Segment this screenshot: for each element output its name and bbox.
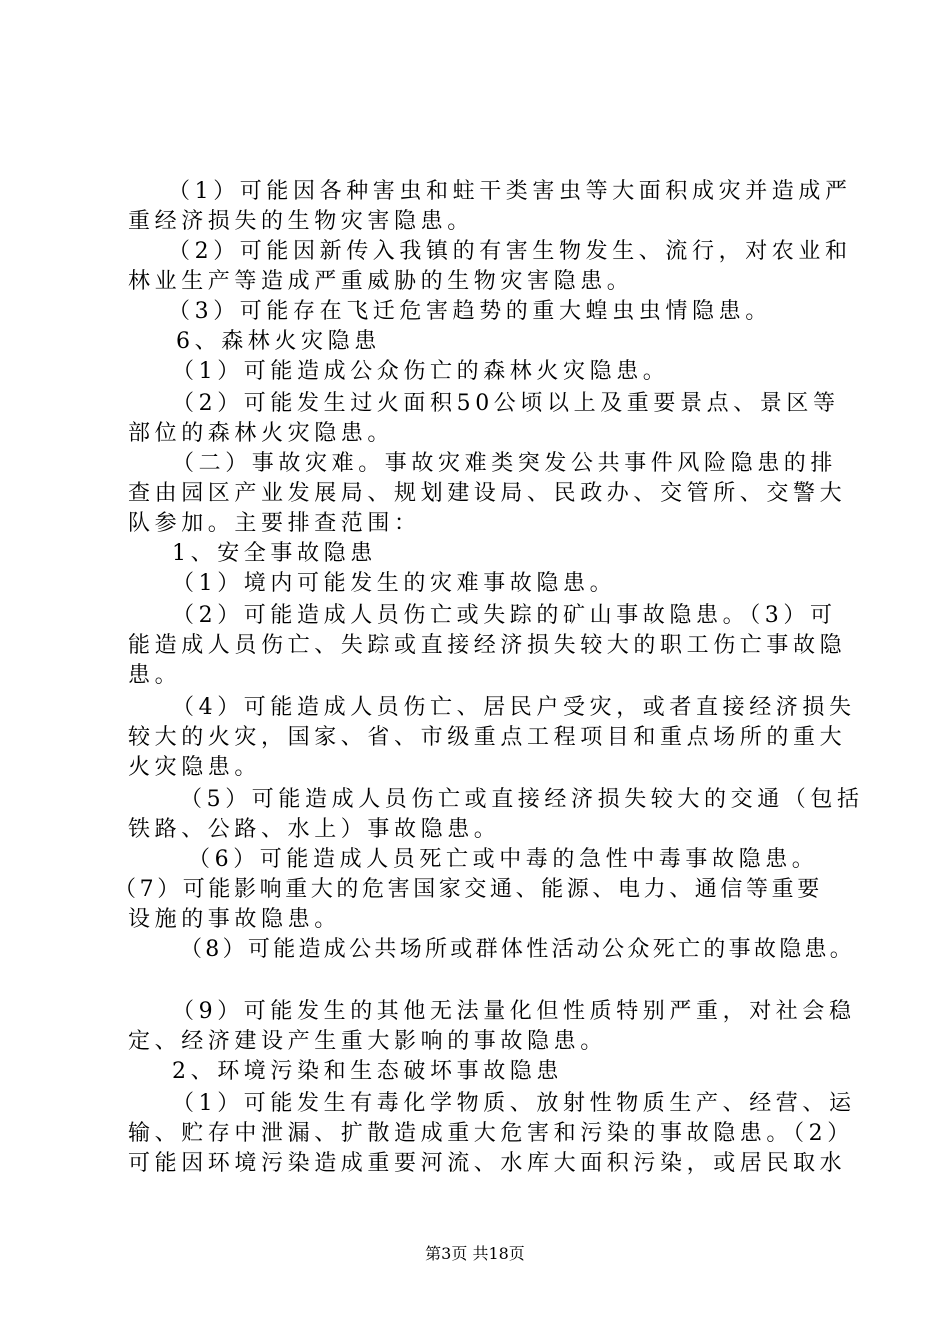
paragraph-line: 定、经济建设产生重大影响的事故隐患。 [128, 1029, 607, 1054]
paragraph-line: （1）可能造成公众伤亡的森林火灾隐患。 [172, 359, 670, 384]
paragraph-line: 铁路、公路、水上）事故隐患。 [128, 817, 501, 842]
paragraph-line: （2）可能因新传入我镇的有害生物发生、流行，对农业和 [168, 239, 852, 264]
paragraph-line: （1）可能因各种害虫和蛀干类害虫等大面积成灾并造成严 [168, 179, 852, 204]
paragraph-line: （6）可能造成人员死亡或中毒的急性中毒事故隐患。 [188, 847, 819, 872]
paragraph-line: （7）可能影响重大的危害国家交通、能源、电力、通信等重要 [114, 877, 823, 902]
paragraph-line: （二）事故灾难。事故灾难类突发公共事件风险隐患的排 [172, 451, 838, 476]
section-heading: 6、森林火灾隐患 [176, 329, 381, 354]
section-heading: 1、安全事故隐患 [172, 541, 377, 566]
paragraph-line: 较大的火灾，国家、省、市级重点工程项目和重点场所的重大 [128, 725, 847, 750]
paragraph-line: （2）可能发生过火面积50公顷以上及重要景点、景区等 [172, 391, 840, 416]
paragraph-line: 患。 [128, 663, 182, 688]
paragraph-line: 火灾隐患。 [128, 755, 262, 780]
page-number-footer: 第3页 共18页 [425, 1244, 525, 1263]
paragraph-line: （2）可能造成人员伤亡或失踪的矿山事故隐患。（3）可 [172, 603, 837, 628]
paragraph-line: 设施的事故隐患。 [128, 907, 341, 932]
paragraph-line: （1）可能发生有毒化学物质、放射性物质生产、经营、运 [172, 1091, 856, 1116]
paragraph-line: 部位的森林火灾隐患。 [128, 421, 395, 446]
paragraph-line: 重经济损失的生物灾害隐患。 [128, 209, 474, 234]
paragraph-line: 可能因环境污染造成重要河流、水库大面积污染，或居民取水 [128, 1151, 847, 1176]
paragraph-line: （4）可能造成人员伤亡、居民户受灾，或者直接经济损失 [172, 695, 856, 720]
paragraph-line: （8）可能造成公共场所或群体性活动公众死亡的事故隐患。 [180, 937, 856, 962]
paragraph-line: 输、贮存中泄漏、扩散造成重大危害和污染的事故隐患。（2） [128, 1121, 854, 1146]
paragraph-line: （9）可能发生的其他无法量化但性质特别严重，对社会稳 [172, 999, 856, 1024]
paragraph-line: （1）境内可能发生的灾难事故隐患。 [172, 571, 617, 596]
section-heading: 2、环境污染和生态破坏事故隐患 [172, 1059, 563, 1084]
paragraph-line: （5）可能造成人员伤亡或直接经济损失较大的交通（包括 [180, 787, 864, 812]
paragraph-line: 查由园区产业发展局、规划建设局、民政办、交管所、交警大 [128, 481, 847, 506]
paragraph-line: 林业生产等造成严重威胁的生物灾害隐患。 [128, 269, 634, 294]
paragraph-line: 队参加。主要排查范围： [128, 511, 421, 536]
paragraph-line: （3）可能存在飞迁危害趋势的重大蝗虫虫情隐患。 [168, 299, 772, 324]
paragraph-line: 能造成人员伤亡、失踪或直接经济损失较大的职工伤亡事故隐 [128, 633, 847, 658]
